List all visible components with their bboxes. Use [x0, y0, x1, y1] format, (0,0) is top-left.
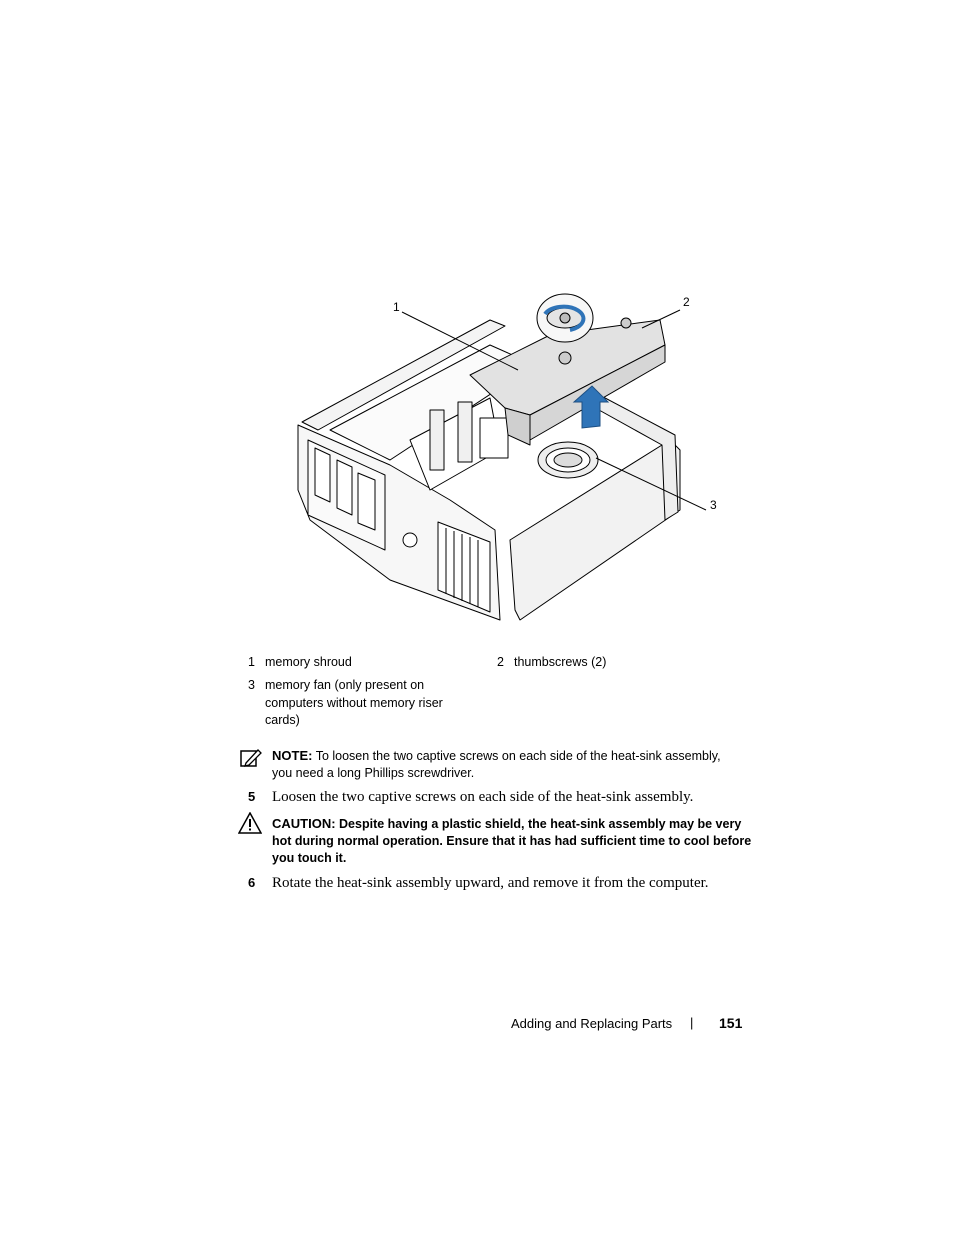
footer-section-title: Adding and Replacing Parts [511, 1016, 673, 1031]
computer-chassis-drawing [290, 290, 730, 630]
step-number: 5 [248, 789, 256, 804]
caution-line3: you touch it. [272, 851, 347, 865]
step-6 [248, 874, 709, 892]
footer-separator: | [690, 1015, 694, 1030]
note-text-line2: you need a long Phillips screwdriver. [272, 766, 475, 780]
caution-warning-icon [238, 812, 262, 834]
legend-label: thumbscrews (2) [514, 655, 607, 669]
step-number: 6 [248, 875, 256, 890]
step-text: Loosen the two captive screws on each side of the heat-sink assembly. [272, 789, 694, 805]
note-text-line1: To loosen the two captive screws on each side of the heat-sink assembly, [315, 749, 721, 763]
legend-item-3 [248, 677, 443, 727]
figure-computer-illustration [290, 290, 730, 630]
caution-line2: hot during normal operation. Ensure that it has had sufficient time to cool before [272, 834, 752, 848]
callout-3-label: 3 [710, 498, 717, 512]
legend-num: 3 [248, 678, 255, 692]
legend-label-line: cards) [265, 713, 300, 727]
legend-item-1 [248, 654, 352, 672]
legend-label [265, 677, 443, 730]
legend-label-line: computers without memory riser [265, 695, 443, 710]
callout-2-label: 2 [683, 295, 690, 309]
legend-label-line: memory fan (only present on [265, 678, 425, 692]
note-block [272, 747, 721, 782]
page-number: 151 [719, 1015, 743, 1031]
note-pencil-icon [240, 748, 262, 768]
step-text: Rotate the heat-sink assembly upward, and remove it from the computer. [272, 875, 709, 891]
legend-label: memory shroud [265, 655, 352, 669]
step-5 [248, 788, 694, 806]
legend-item-2 [497, 654, 607, 672]
callout-1-label: 1 [393, 300, 400, 314]
caution-line1: Despite having a plastic shield, the heat-sink assembly may be very [339, 817, 742, 831]
note-label: NOTE: [272, 748, 313, 763]
caution-block [272, 815, 751, 867]
legend-num: 2 [497, 655, 504, 669]
legend-num: 1 [248, 655, 255, 669]
caution-label: CAUTION: [272, 816, 336, 831]
